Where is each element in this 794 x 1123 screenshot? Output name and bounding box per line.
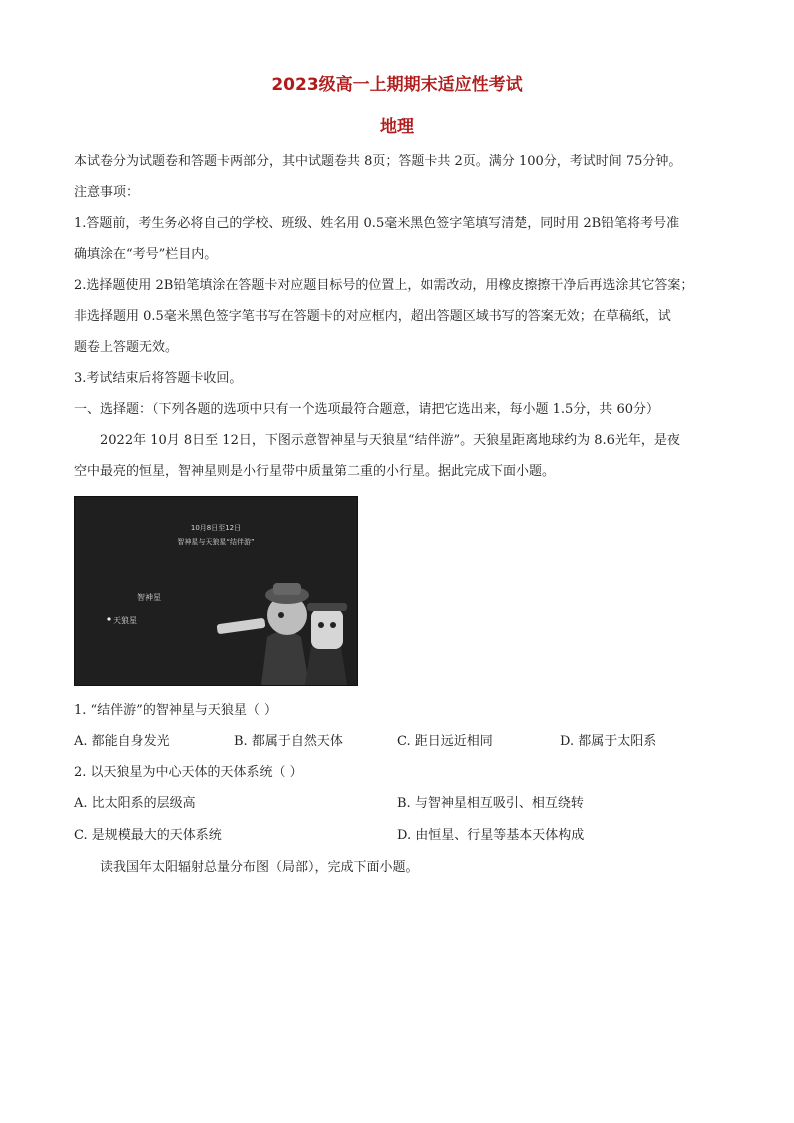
q2-option-c: C. 是规模最大的天体系统 bbox=[74, 828, 222, 843]
q1-option-d: D. 都属于太阳系 bbox=[560, 734, 657, 749]
second-character-head bbox=[311, 609, 343, 649]
q1-option-b: B. 都属于自然天体 bbox=[234, 734, 343, 749]
note1-line2: 确填涂在“考号”栏目内。 bbox=[74, 247, 218, 262]
note2-line1: 2.选择题使用 2B铅笔填涂在答题卡对应题目标号的位置上，如需改动，用橡皮擦擦干净后再选涂其它答案； bbox=[74, 278, 694, 293]
astronomer-hat-top bbox=[273, 583, 301, 595]
second-character-eye-right bbox=[330, 622, 336, 628]
question-2-stem: 2. 以天狼星为中心天体的天体系统（ ） bbox=[74, 765, 303, 780]
second-character-eye-left bbox=[318, 622, 324, 628]
note1-line1: 1.答题前，考生务必将自己的学校、班级、姓名用 0.5毫米黑色签字笔填写清楚，同时用 2B铅笔将考号准 bbox=[74, 216, 680, 231]
astronomer-eye bbox=[278, 612, 284, 618]
q2-option-a: A. 比太阳系的层级高 bbox=[74, 796, 196, 811]
q1-option-a: A. 都能自身发光 bbox=[74, 734, 170, 749]
sirius-star-dot bbox=[107, 617, 110, 620]
sirius-label: 天狼星 bbox=[113, 616, 137, 625]
second-character-hair bbox=[307, 603, 347, 611]
passage-line1: 2022年 10月 8日至 12日，下图示意智神星与天狼星“结伴游”。天狼星距离地球约为 8.6光年，是夜 bbox=[100, 433, 680, 448]
pallas-sirius-figure bbox=[74, 496, 358, 686]
question-1-stem: 1. “结伴游”的智神星与天狼星（ ） bbox=[74, 703, 277, 718]
q1-option-c: C. 距日远近相同 bbox=[397, 734, 493, 749]
exam-title: 2023级高一上期期末适应性考试 bbox=[271, 75, 523, 95]
note3: 3.考试结束后将答题卡收回。 bbox=[74, 371, 243, 386]
q2-option-d: D. 由恒星、行星等基本天体构成 bbox=[397, 828, 585, 843]
q2-option-b: B. 与智神星相互吸引、相互绕转 bbox=[397, 796, 584, 811]
passage-line2: 空中最亮的恒星，智神星则是小行星带中质量第二重的小行星。据此完成下面小题。 bbox=[74, 464, 556, 479]
cartoon-illustration bbox=[75, 497, 357, 685]
note2-line3: 题卷上答题无效。 bbox=[74, 340, 179, 355]
figure-caption-line1: 10月8日至12日 bbox=[190, 524, 242, 532]
section1-heading: 一、选择题：（下列各题的选项中只有一个选项最符合题意，请把它选出来，每小题 1.5分，共 60分） bbox=[74, 402, 659, 417]
note2-line2: 非选择题用 0.5毫米黑色签字笔书写在答题卡的对应框内，超出答题区域书写的答案无效；在草稿纸，试 bbox=[74, 309, 671, 324]
notes-heading: 注意事项： bbox=[74, 185, 140, 200]
pallas-label: 智神星 bbox=[137, 593, 161, 602]
telescope-shape bbox=[217, 618, 266, 635]
astronomer-body bbox=[261, 631, 309, 685]
figure-caption-line2: 智神星与天狼星“结伴游” bbox=[177, 538, 255, 546]
subject-title: 地理 bbox=[380, 117, 414, 137]
next-passage: 读我国年太阳辐射总量分布图（局部），完成下面小题。 bbox=[100, 860, 419, 875]
intro-text: 本试卷分为试题卷和答题卡两部分，其中试题卷共 8页；答题卡共 2页。满分 100分，考试时间 75分钟。 bbox=[74, 154, 682, 169]
